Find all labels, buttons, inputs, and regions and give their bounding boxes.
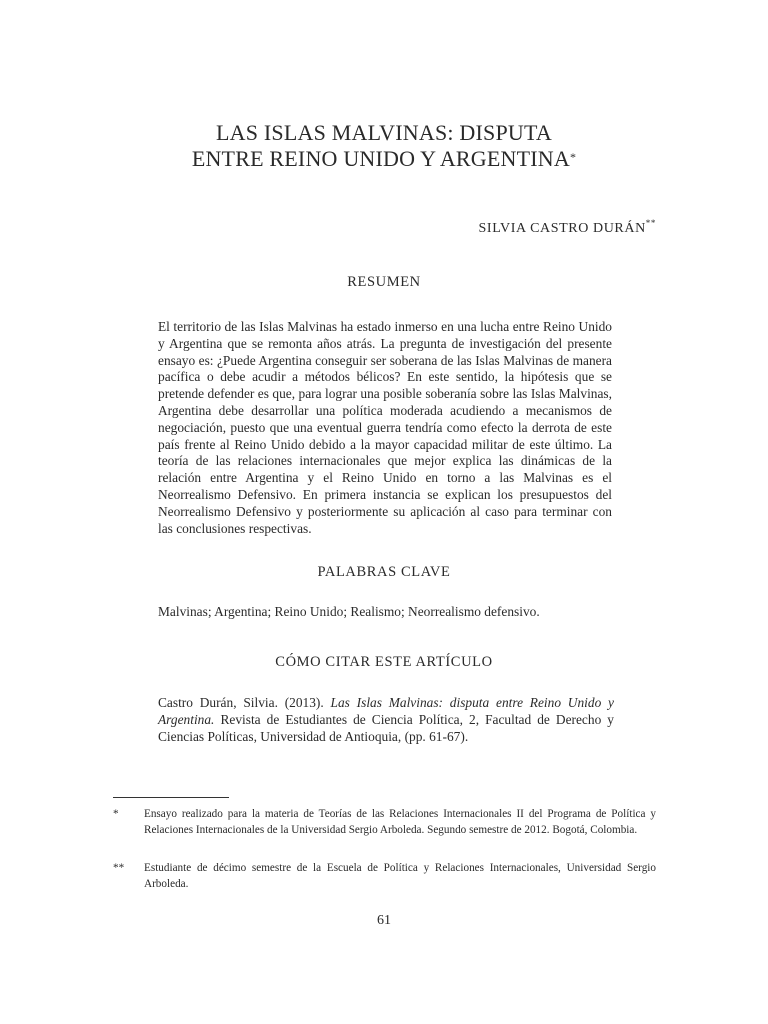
article-title [0, 120, 768, 172]
citation-title: Las Islas Malvinas: disputa entre Reino Unido y Argentina. [158, 695, 614, 727]
citation-heading: CÓMO CITAR ESTE ARTÍCULO [275, 654, 493, 670]
title-line-2-text: ENTRE REINO UNIDO Y ARGENTINA [191, 146, 570, 171]
author-name [478, 218, 656, 237]
author-footnote-marker: ** [645, 218, 656, 228]
title-line-2 [0, 146, 768, 172]
abstract-text: El territorio de las Islas Malvinas ha estado inmerso en una lucha entre Reino Unido y Argentina que se remonta años atrás. La pregunta de investigación del presente ensayo es: ¿Puede Argentina conseguir ser soberana de las Islas Malvinas de manera pacífica o debe acudir a métodos bélicos? En este sentido, la hipótesis que se pretende defender es que, para lograr una posible soberanía sobre las Islas Malvinas, Argentina debe desarrollar una política moderada acudiendo a mecanismos de negociación, puesto que una eventual guerra tendría como efecto la derrota de este país frente al Reino Unido debido a la mayor capacidad militar de este último. La teoría de las relaciones internacionales que mejor explica las dinámicas de la relación entre Argentina y el Reino Unido en torno a las Malvinas es el Neorrealismo Defensivo. En primera instancia se explican los presupuestos del Neorrealismo Defensivo y posteriormente su aplicación al caso para terminar con las conclusiones respectivas. [158, 319, 612, 536]
footnote-1 [113, 806, 656, 838]
author-name-text: SILVIA CASTRO DURÁN [478, 221, 646, 236]
abstract-heading: RESUMEN [347, 274, 421, 290]
citation-text [158, 695, 614, 745]
citation-source: Revista de Estudiantes de Ciencia Política, 2, Facultad de Derecho y Ciencias Políticas, Universidad de Antioquia, (pp. 61-67). [158, 711, 614, 744]
keywords-heading: PALABRAS CLAVE [317, 564, 451, 580]
footnote-1-text: Ensayo realizado para la materia de Teorías de las Relaciones Internacionales II del Programa de Política y Relaciones Internacionales de la Universidad Sergio Arboleda. Segundo semestre de 2012. Bogotá, Colombia. [144, 808, 656, 836]
footnote-2-mark: ** [113, 862, 125, 874]
page-number: 61 [377, 913, 391, 928]
footnote-2 [113, 860, 656, 892]
title-footnote-marker: * [569, 150, 577, 164]
citation-author: Castro Durán, Silvia. (2013). [158, 695, 331, 710]
title-line-1: LAS ISLAS MALVINAS: DISPUTA [216, 120, 552, 145]
footnote-1-mark: * [113, 808, 119, 820]
footnote-2-text: Estudiante de décimo semestre de la Escuela de Política y Relaciones Internacionales, Universidad Sergio Arboleda. [144, 862, 656, 890]
footnote-separator [113, 797, 229, 798]
keywords-text: Malvinas; Argentina; Reino Unido; Realismo; Neorrealismo defensivo. [158, 604, 540, 619]
